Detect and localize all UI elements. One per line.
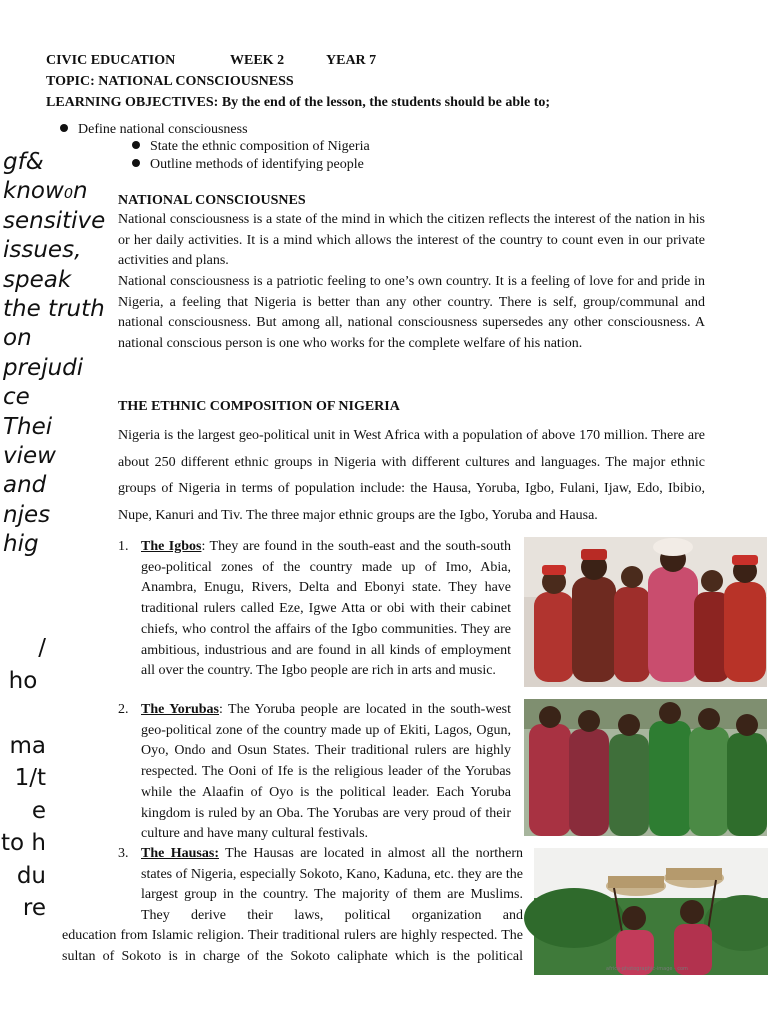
image-credit: africa-photographic-image · com (606, 966, 688, 972)
list-item-hausas (118, 844, 523, 927)
bullet-icon (60, 124, 68, 132)
year-label: YEAR 7 (326, 53, 377, 68)
bullet-icon (132, 159, 140, 167)
lesson-header (46, 51, 376, 71)
ethnic-group-term: The Yorubas (141, 702, 219, 717)
national-consciousness-heading: NATIONAL CONSCIOUSNES (118, 193, 306, 208)
bullet-icon (132, 141, 140, 149)
igbo-family-photo (524, 537, 767, 687)
ethnic-group-term: The Hausas: (141, 846, 219, 861)
list-item-igbos (118, 537, 511, 682)
national-consciousness-paragraph-1: National consciousness is a state of the mind in which the citizen reflects the interest of the nation in his or her daily activities. It is a mind which allows the interest of the country to count even in our private activities and plans. (118, 212, 705, 269)
ethnic-group-description: : The Yoruba people are located in the south-west geo-political zone of the country made up of Ekiti, Lagos, Ogun, Oyo, Ondo and Osun States. Their traditional rulers are highly respected. The Ooni of Ife is the religious leader of the Yorubas while the Alaafin of Oyo is the political leader. Each Yoruba kingdom is ruled by an Oba. The Yorubas are very proud of their culture and have many cultural festivals. (141, 702, 511, 842)
objective-item: State the ethnic composition of Nigeria (132, 138, 370, 156)
subject-label: CIVIC EDUCATION (46, 53, 176, 68)
week-label: WEEK 2 (230, 53, 285, 68)
list-number: 2. (118, 702, 129, 717)
list-item-yorubas (118, 700, 511, 845)
learning-objectives-title: LEARNING OBJECTIVES: By the end of the lesson, the students should be able to; (46, 95, 551, 110)
ethnic-composition-paragraph: Nigeria is the largest geo-political unit in West Africa with a population of above 170 million. There are about 250 different ethnic groups in Nigeria with different cultures and languages. The major ethnic groups of Nigeria in terms of population include: the Hausa, Yoruba, Igbo, Fulani, Ijaw, Edo, Ibibio, Nupe, Kanuri and Tiv. The three major ethnic groups are the Igbo, Yoruba and Hausa. (118, 428, 705, 524)
ethnic-group-description: The Hausas are located in almost all the northern states of Nigeria, especially Sokoto, Kano, Kaduna, etc. they are the largest group in the country. The majority of them are Muslims. They derive their laws, political organization and (141, 846, 523, 924)
list-number: 1. (118, 539, 129, 554)
list-number: 3. (118, 846, 129, 861)
topic-title: TOPIC: NATIONAL CONSCIOUSNESS (46, 74, 294, 89)
ethnic-composition-heading: THE ETHNIC COMPOSITION OF NIGERIA (118, 399, 400, 414)
ethnic-group-description: : They are found in the south-east and the south-south geo-political zones of the country made up of Imo, Abia, Anambra, Enugu, Rivers, Delta and Ebonyi state. They have traditional rulers called Eze, Igwe Atta or obi with their cabinet chiefs, who control the affairs of the Igbo communities. They are ambitious, industrious and are found in all kinds of employment all over the country. The Igbo people are rich in arts and music. (141, 539, 511, 679)
overflow-side-text-2: / ho ma 1/t e to h du re (1, 635, 46, 921)
overflow-side-text: gf& know₀n sensitive issues, speak the truth on prejudi ce Thei view and njes hig (3, 149, 106, 558)
national-consciousness-paragraph-2: National consciousness is a patriotic feeling to one’s own country. It is a feeling of love for and pride in Nigeria, a feeling that Nigeria is better than any other country. There is self, group/communal and national consciousness. But among all, national consciousness supersedes any other consciousness. A national conscious person is one who works for the complete welfare of his nation. (118, 274, 705, 352)
hausa-women-photo (534, 848, 768, 975)
objective-item: Outline methods of identifying people (132, 156, 364, 174)
yoruba-people-photo (524, 699, 767, 836)
ethnic-group-term: The Igbos (141, 539, 202, 554)
hausa-description-continued: education from Islamic religion. Their traditional rulers are highly respected. The sultan of Sokoto is in charge of the Sokoto caliphate which is the political (62, 928, 523, 964)
objective-item: Define national consciousness (60, 121, 248, 139)
